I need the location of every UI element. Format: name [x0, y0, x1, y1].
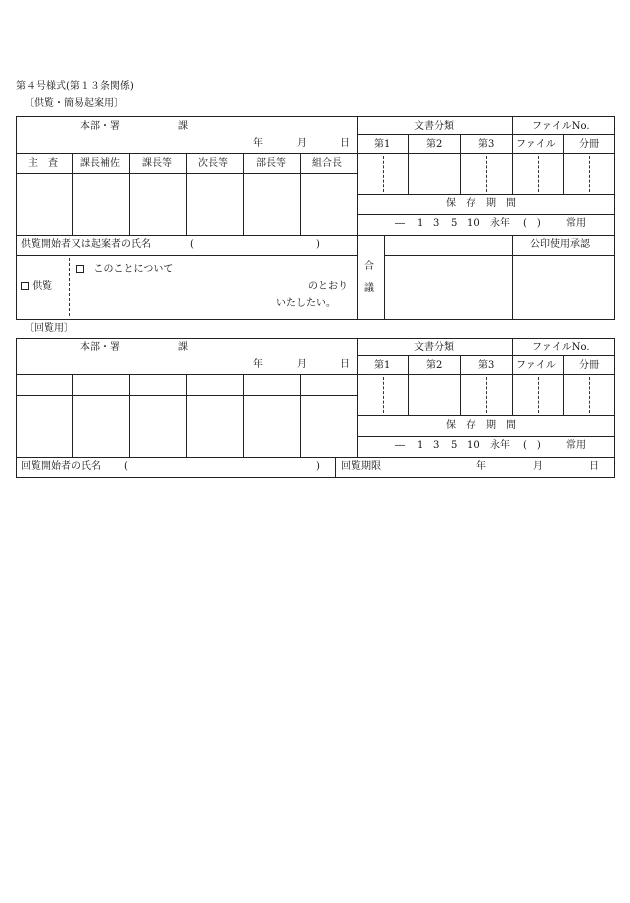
date-day-label: 日	[340, 138, 350, 149]
section2-title: 〔回覧用〕	[24, 323, 74, 334]
matter-checkbox[interactable]	[76, 265, 84, 273]
s2-retention-label: 保 存 期 間	[446, 420, 516, 431]
s2-class-col-2: 第2	[426, 360, 443, 371]
approver-shusa: 主 査	[28, 158, 58, 169]
s2-doc-class-label: 文書分類	[414, 342, 454, 353]
originator-close-paren: )	[316, 239, 320, 250]
doc-class-label: 文書分類	[414, 121, 454, 132]
deadline-year-label: 年	[476, 461, 486, 472]
class-col-3: 第3	[478, 139, 495, 150]
matter-checkbox-row	[76, 265, 173, 275]
s2-ka-label: 課	[178, 342, 188, 353]
s2-retention-opt-eien: 永年	[490, 440, 510, 451]
s2-retention-opt-10: 10	[467, 440, 480, 451]
s2-dept-label: 本部・署	[80, 342, 120, 353]
retention-label: 保 存 期 間	[446, 198, 516, 209]
circulator-close-paren: )	[316, 461, 320, 472]
form-title: 第４号様式(第１３条関係)	[16, 81, 134, 92]
s2-retention-opt-1: 1	[417, 440, 424, 451]
matter-text: このことについて	[93, 264, 174, 275]
s2-retention-opt-custom: ( )	[523, 440, 541, 451]
s2-retention-opt-5: 5	[451, 440, 458, 451]
retention-opt-dash: ―	[395, 218, 405, 229]
circulator-open-paren: (	[124, 461, 128, 472]
retention-opt-1: 1	[417, 218, 424, 229]
retention-opt-3: 3	[433, 218, 440, 229]
section1-title: 〔供覧・簡易起案用〕	[24, 98, 124, 109]
s2-file-no-label: ファイルNo.	[532, 342, 590, 353]
s2-retention-opt-joyo: 常用	[566, 440, 586, 451]
retention-opt-eien: 永年	[490, 218, 510, 229]
dept-label: 本部・署	[80, 121, 120, 132]
deadline-label: 回覧期限	[341, 461, 381, 472]
circulator-label: 回覧開始者の氏名	[21, 461, 101, 472]
retention-opt-5: 5	[451, 218, 458, 229]
as-follows-text: のとおり	[308, 281, 348, 292]
s2-date-day-label: 日	[340, 359, 350, 370]
request-text: いたしたい。	[276, 298, 336, 309]
seal-approval-label: 公印使用承認	[530, 239, 590, 250]
approver-bucho: 部長等	[256, 158, 286, 169]
approver-kacho: 課長等	[142, 158, 172, 169]
s2-date-year-label: 年	[253, 359, 263, 370]
file-no-label: ファイルNo.	[532, 121, 590, 132]
class-col-2: 第2	[426, 139, 443, 150]
consult-label-go: 合	[364, 261, 374, 272]
retention-opt-custom: ( )	[523, 218, 541, 229]
deadline-month-label: 月	[533, 461, 543, 472]
s2-retention-opt-dash: ―	[395, 440, 405, 451]
kyoran-checkbox-row	[21, 282, 52, 292]
date-month-label: 月	[297, 138, 307, 149]
ka-label: 課	[178, 121, 188, 132]
date-year-label: 年	[253, 138, 263, 149]
s2-date-month-label: 月	[297, 359, 307, 370]
s2-retention-opt-3: 3	[433, 440, 440, 451]
s2-file-col-bunsatsu: 分冊	[579, 360, 599, 371]
kyoran-label: 供覧	[32, 281, 53, 292]
s2-class-col-3: 第3	[478, 360, 495, 371]
file-col-file: ファイル	[516, 139, 556, 150]
approver-kacho-hosa: 課長補佐	[80, 158, 120, 169]
originator-label: 供覧開始者又は起案者の氏名	[21, 239, 151, 250]
retention-opt-10: 10	[467, 218, 480, 229]
retention-opt-joyo: 常用	[566, 218, 586, 229]
file-col-bunsatsu: 分冊	[579, 139, 599, 150]
s2-class-col-1: 第1	[374, 360, 391, 371]
consult-label-gi: 議	[364, 283, 374, 294]
deadline-day-label: 日	[589, 461, 599, 472]
approver-jicho: 次長等	[198, 158, 228, 169]
s2-file-col-file: ファイル	[516, 360, 556, 371]
class-col-1: 第1	[374, 139, 391, 150]
originator-open-paren: (	[190, 239, 194, 250]
kyoran-checkbox[interactable]	[21, 282, 29, 290]
approver-kumiaicho: 組合長	[312, 158, 342, 169]
